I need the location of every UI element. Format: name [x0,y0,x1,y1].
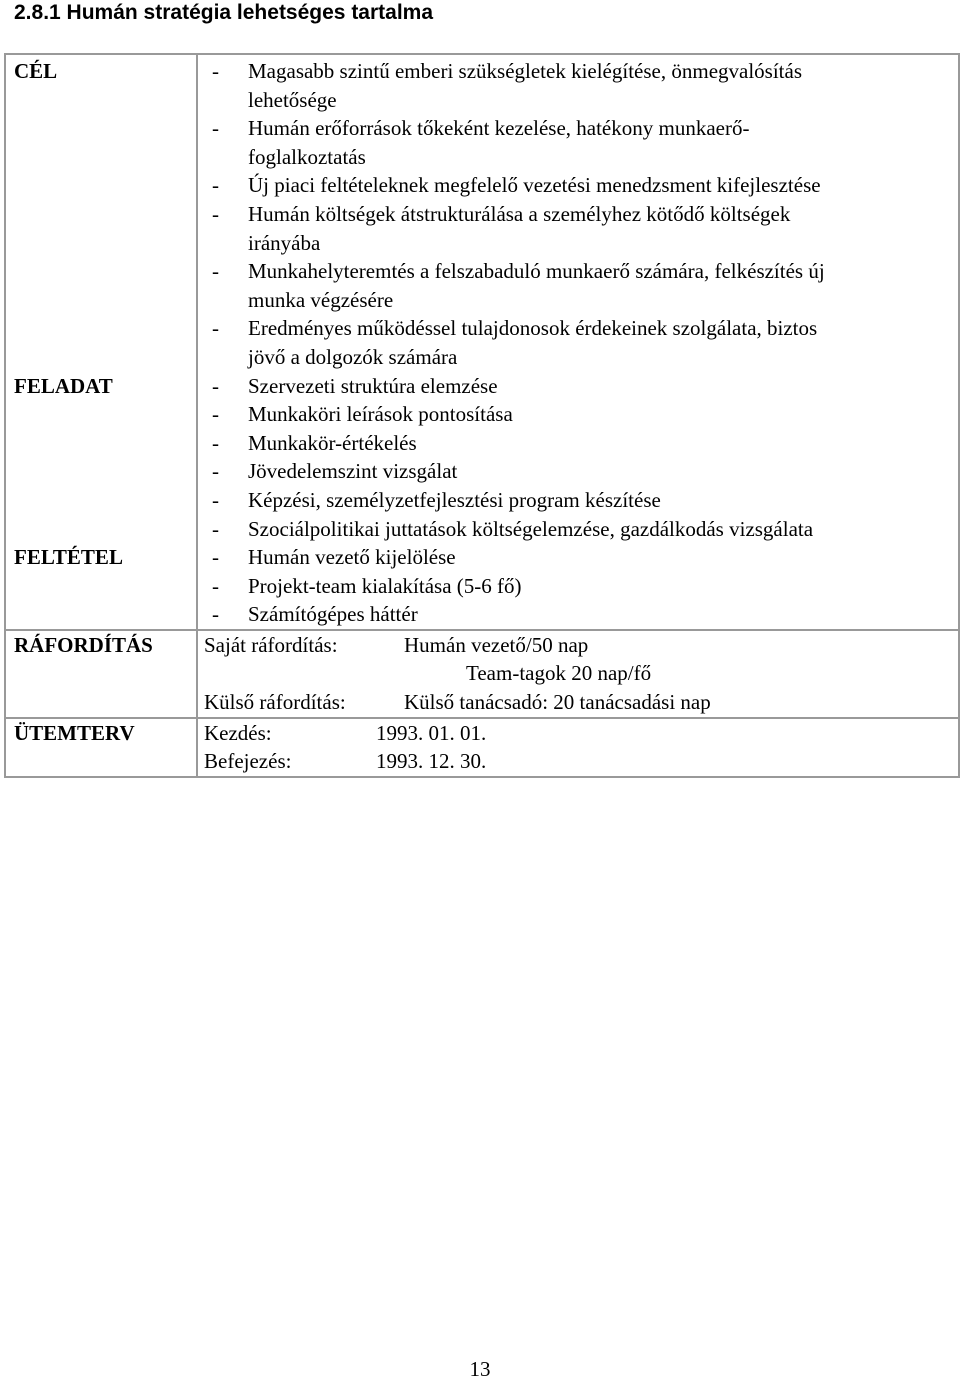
item-text: Képzési, személyzetfejlesztési program készítése [248,487,661,512]
own-cost-line [204,631,958,660]
item-text: Számítógépes háttér [248,602,418,627]
feltetel-items [197,543,959,630]
item-text: Szervezeti struktúra elemzése [248,373,498,398]
list-item [204,200,958,257]
bullet-dash: - [212,259,219,284]
item-text: Munkahelyteremtés a felszabaduló munkaerő számára, felkészítés új [248,259,825,284]
own-cost-value-1: Humán vezető/50 nap [404,632,589,657]
utemterv-content [197,718,959,777]
ext-cost-line [204,688,958,717]
section-heading: 2.8.1 Humán stratégia lehetséges tartalma [14,1,434,24]
item-text: Humán költségek átstrukturálása a személyhez kötődő költségek [248,201,791,226]
row-raforditas [5,630,959,718]
list-item [204,372,958,401]
list-item [204,486,958,515]
list-item [204,429,958,458]
bullet-dash: - [212,116,219,141]
page-number: 13 [469,1357,491,1381]
item-text: Szociálpolitikai juttatások költségelemzése, gazdálkodás vizsgálata [248,516,814,541]
list-item [204,600,958,629]
strategy-table [4,53,960,778]
bullet-dash: - [212,402,219,427]
bullet-dash: - [212,59,219,83]
item-text-cont: lehetősége [248,87,337,112]
row-feltetel [5,543,959,630]
cel-items [197,54,959,372]
item-text: Munkaköri leírások pontosítása [248,402,513,427]
list-item [204,57,958,114]
item-text-cont: munka végzésére [248,287,394,312]
ext-cost-value: Külső tanácsadó: 20 tanácsadási nap [404,690,711,715]
row-label-utemterv: ÜTEMTERV [5,718,197,777]
list-item [204,314,958,371]
own-cost-value-2: Team-tagok 20 nap/fő [466,661,652,686]
start-line [204,719,958,748]
row-cel [5,54,959,372]
row-label-feltetel: FELTÉTEL [5,543,197,630]
item-text: Humán erőforrások tőkeként kezelése, hatékony munkaerő- [248,116,750,141]
list-item [204,114,958,171]
bullet-dash: - [212,459,219,484]
item-text: Magasabb szintű emberi szükségletek kielégítése, önmegvalósítás [248,59,803,83]
end-line [204,747,958,776]
bullet-dash: - [212,201,219,226]
item-text: Új piaci feltételeknek megfelelő vezetési menedzsment kifejlesztése [248,173,821,198]
raforditas-content [197,630,959,718]
item-text: Projekt-team kialakítása (5-6 fő) [248,573,522,598]
list-item [204,543,958,572]
row-utemterv [5,718,959,777]
bullet-dash: - [212,573,219,598]
item-text: Eredményes működéssel tulajdonosok érdekeinek szolgálata, biztos [248,316,818,341]
list-item [204,515,958,544]
item-text: Humán vezető kijelölése [248,545,456,570]
bullet-dash: - [212,602,219,627]
bullet-dash: - [212,173,219,198]
row-label-cel: CÉL [5,54,197,372]
list-item [204,171,958,200]
list-item [204,572,958,601]
list-item [204,457,958,486]
start-date: 1993. 01. 01. [376,720,487,745]
row-feladat [5,372,959,544]
end-date: 1993. 12. 30. [376,749,487,774]
list-item [204,400,958,429]
bullet-dash: - [212,373,219,398]
item-text-cont: foglalkoztatás [248,144,366,169]
bullet-dash: - [212,545,219,570]
item-text-cont: irányába [248,230,321,255]
own-cost-label: Saját ráfordítás: [204,632,338,657]
item-text: Munkakör-értékelés [248,430,417,455]
row-label-feladat: FELADAT [5,372,197,544]
bullet-dash: - [212,316,219,341]
list-item [204,257,958,314]
item-text-cont: jövő a dolgozók számára [248,344,458,369]
ext-cost-label: Külső ráfordítás: [204,690,346,715]
row-label-raforditas: RÁFORDÍTÁS [5,630,197,718]
bullet-dash: - [212,516,219,541]
item-text: Jövedelemszint vizsgálat [248,459,458,484]
bullet-dash: - [212,430,219,455]
bullet-dash: - [212,487,219,512]
feladat-items [197,372,959,544]
end-label: Befejezés: [204,749,292,774]
start-label: Kezdés: [204,720,272,745]
